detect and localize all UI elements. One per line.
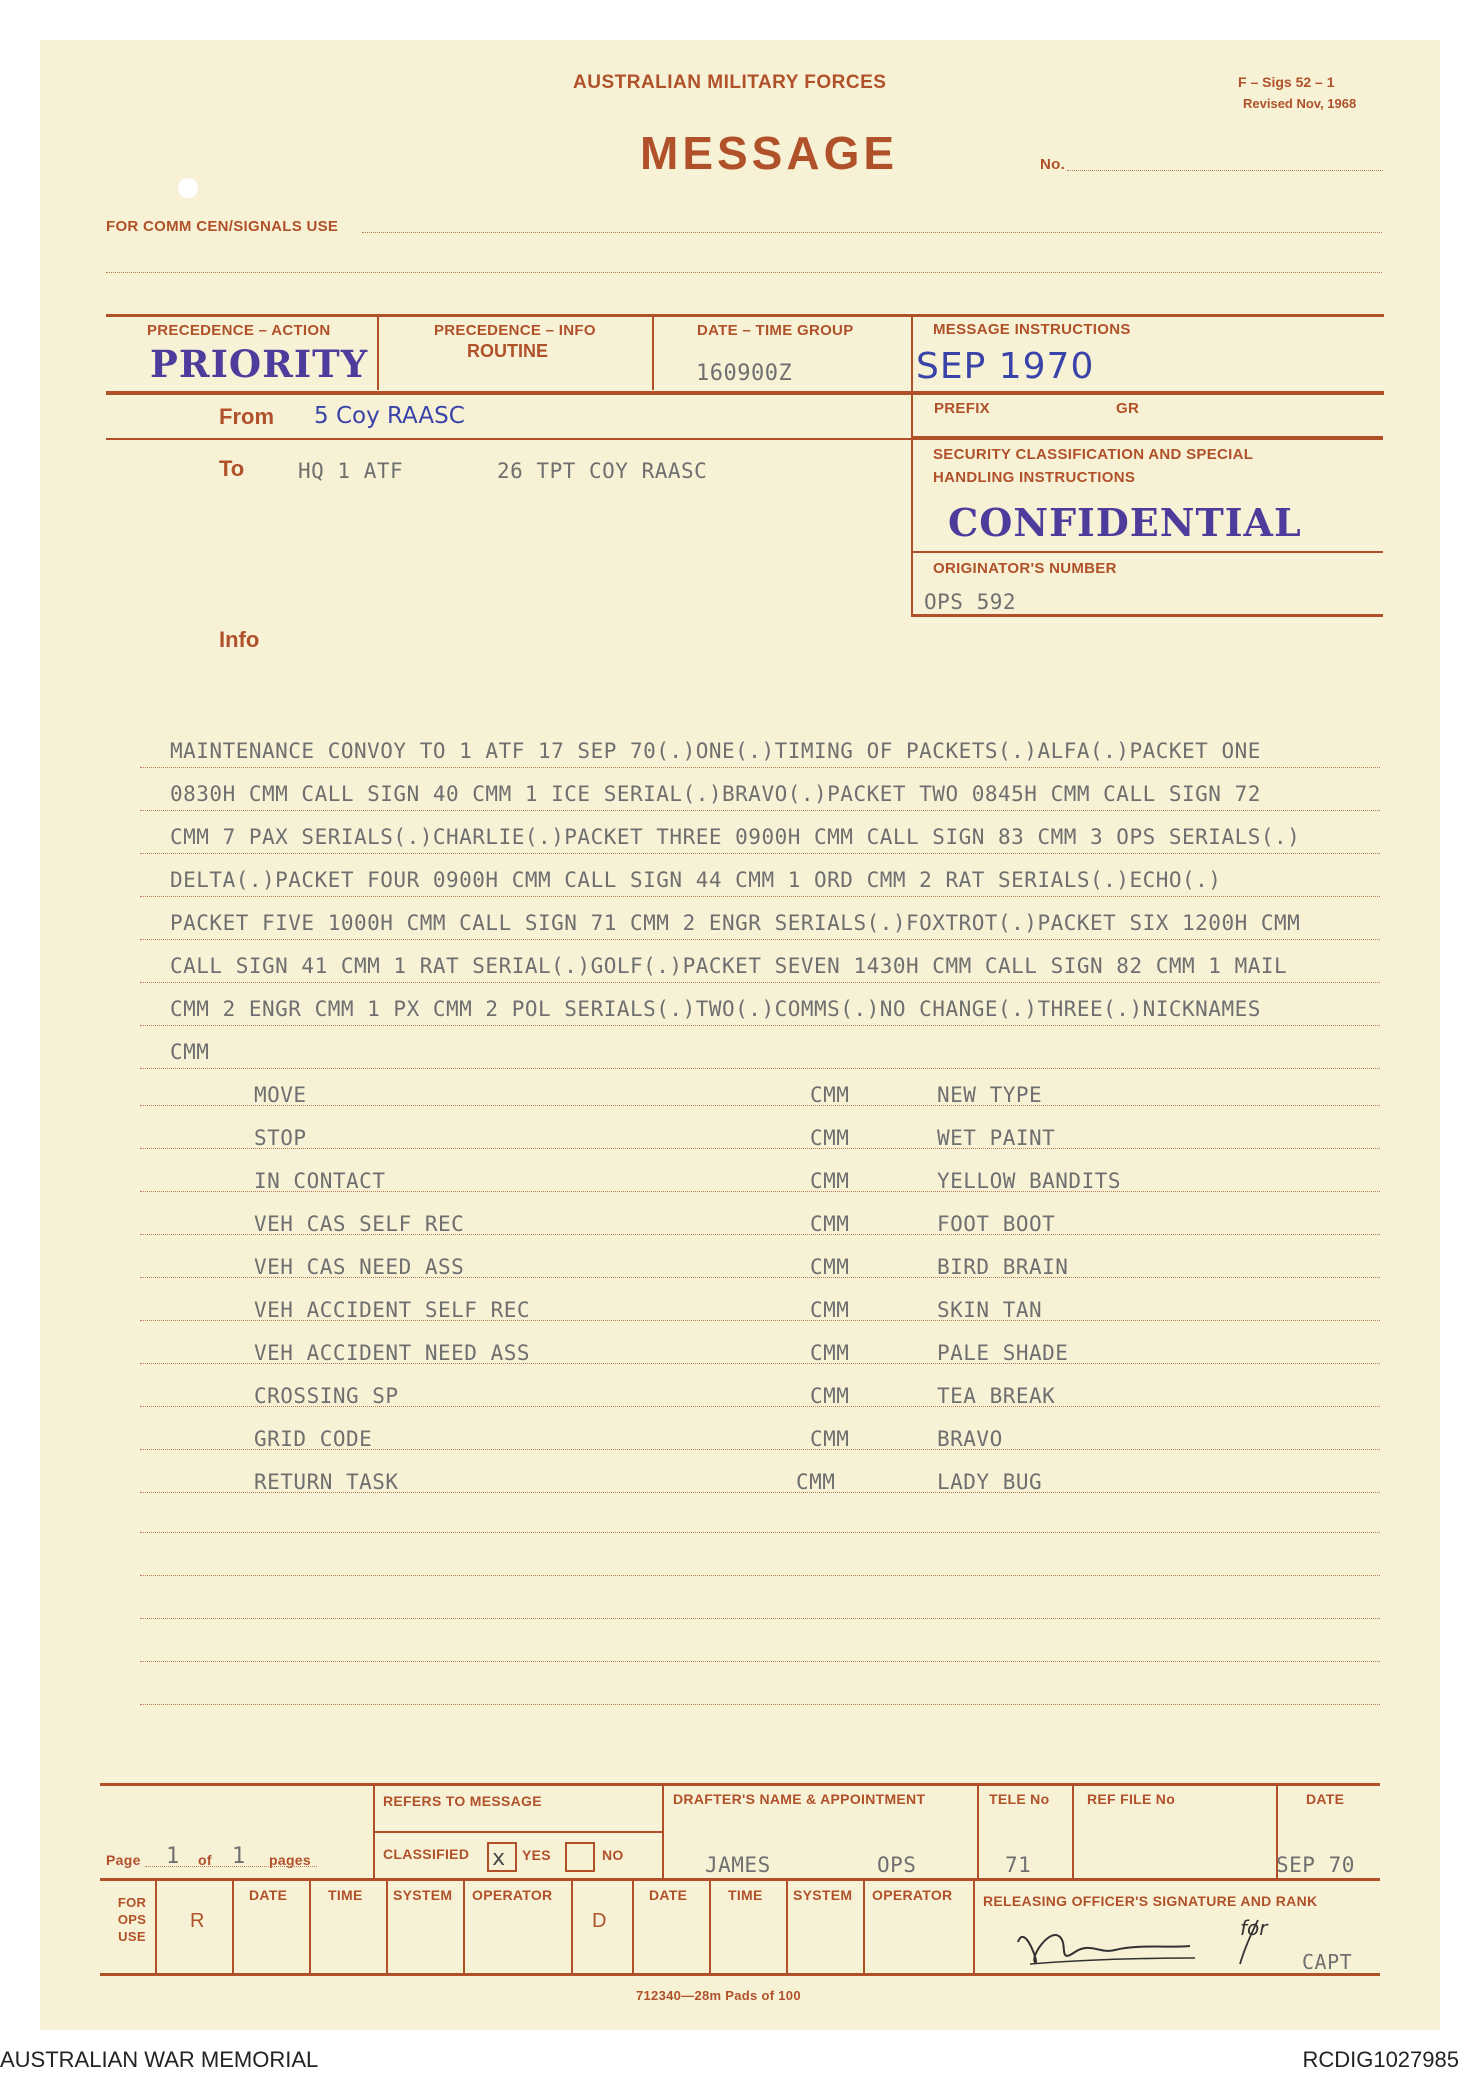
d-label: D: [592, 1910, 607, 1932]
nickname-separator: CMM: [810, 1126, 850, 1150]
nickname-term: CROSSING SP: [254, 1384, 399, 1408]
info-label: Info: [219, 627, 260, 652]
archive-id: RCDIG1027985: [1302, 2047, 1459, 2072]
no-label: NO: [602, 1847, 624, 1863]
body-line: CMM 2 ENGR CMM 1 PX CMM 2 POL SERIALS(.)TWO(.)COMMS(.)NO CHANGE(.)THREE(.)NICKNAMES: [170, 997, 1261, 1021]
punch-hole: [178, 178, 198, 198]
precedence-action-label: PRECEDENCE – ACTION: [147, 322, 331, 339]
security-label-1: SECURITY CLASSIFICATION AND SPECIAL: [933, 446, 1254, 463]
ops-time-col-1: TIME: [328, 1887, 363, 1903]
to-label: To: [219, 456, 245, 481]
drafter-label: DRAFTER'S NAME & APPOINTMENT: [673, 1791, 926, 1807]
date-label: DATE: [1306, 1791, 1345, 1807]
nickname-value: PALE SHADE: [937, 1341, 1069, 1365]
nickname-term: VEH CAS SELF REC: [254, 1212, 465, 1236]
body-line: CMM: [170, 1040, 210, 1064]
nickname-value: LADY BUG: [937, 1470, 1043, 1494]
form-code: F – Sigs 52 – 1: [1238, 74, 1335, 90]
nickname-value: BIRD BRAIN: [937, 1255, 1069, 1279]
dtg-value: 160900Z: [696, 361, 793, 386]
rank-value: CAPT: [1302, 1950, 1353, 1974]
ops-time-col-2: TIME: [728, 1887, 763, 1903]
prefix-label: PREFIX: [934, 400, 990, 417]
form-title: MESSAGE: [640, 127, 899, 179]
classified-no-checkbox[interactable]: [565, 1842, 595, 1872]
to-value-2: 26 TPT COY RAASC: [497, 459, 708, 483]
precedence-info-label: PRECEDENCE – INFO: [434, 322, 596, 339]
precedence-action-value: PRIORITY: [150, 342, 369, 386]
classified-mark: x: [492, 1846, 506, 1871]
nickname-value: WET PAINT: [937, 1126, 1056, 1150]
comm-cen-label: FOR COMM CEN/SIGNALS USE: [106, 218, 339, 235]
nickname-separator: CMM: [810, 1427, 850, 1451]
drafter-name: JAMES: [705, 1853, 771, 1877]
gr-label: GR: [1116, 400, 1140, 417]
revised-date: Revised Nov, 1968: [1243, 96, 1357, 111]
nickname-term: IN CONTACT: [254, 1169, 386, 1193]
nickname-separator: CMM: [810, 1212, 850, 1236]
nickname-separator: CMM: [810, 1169, 850, 1193]
ops-system-col-2: SYSTEM: [793, 1887, 853, 1903]
nickname-term: VEH ACCIDENT SELF REC: [254, 1298, 531, 1322]
nickname-term: VEH CAS NEED ASS: [254, 1255, 465, 1279]
drafter-appt: OPS: [877, 1853, 917, 1877]
body-line: CMM 7 PAX SERIALS(.)CHARLIE(.)PACKET THREE 0900H CMM CALL SIGN 83 CMM 3 OPS SERIALS(.): [170, 825, 1301, 849]
nickname-separator: CMM: [810, 1083, 850, 1107]
nickname-separator: CMM: [810, 1341, 850, 1365]
body-line: PACKET FIVE 1000H CMM CALL SIGN 71 CMM 2 ENGR SERIALS(.)FOXTROT(.)PACKET SIX 1200H CMM: [170, 911, 1301, 935]
releasing-label: RELEASING OFFICER'S SIGNATURE AND RANK: [983, 1893, 1318, 1909]
body-line: MAINTENANCE CONVOY TO 1 ATF 17 SEP 70(.)ONE(.)TIMING OF PACKETS(.)ALFA(.)PACKET ONE: [170, 739, 1261, 763]
body-line: 0830H CMM CALL SIGN 40 CMM 1 ICE SERIAL(.)BRAVO(.)PACKET TWO 0845H CMM CALL SIGN 72: [170, 782, 1261, 806]
ops-date-col-2: DATE: [649, 1887, 688, 1903]
tele-label: TELE No: [989, 1791, 1050, 1807]
ref-file-label: REF FILE No: [1087, 1791, 1176, 1807]
nickname-separator: CMM: [810, 1255, 850, 1279]
to-value-1: HQ 1 ATF: [298, 459, 404, 483]
originator-value: OPS 592: [924, 590, 1017, 614]
precedence-info-value: ROUTINE: [467, 341, 548, 361]
security-label-2: HANDLING INSTRUCTIONS: [933, 469, 1136, 486]
from-label: From: [219, 404, 274, 429]
ops-system-col-1: SYSTEM: [393, 1887, 453, 1903]
message-instructions-value: SEP 1970: [916, 346, 1095, 387]
nickname-separator: CMM: [796, 1470, 836, 1494]
ops-operator-col-1: OPERATOR: [472, 1887, 553, 1903]
for-ops-use-label: FOR OPS USE: [117, 1895, 147, 1944]
nickname-term: GRID CODE: [254, 1427, 373, 1451]
classified-label: CLASSIFIED: [383, 1846, 470, 1862]
body-line: CALL SIGN 41 CMM 1 RAT SERIAL(.)GOLF(.)PACKET SEVEN 1430H CMM CALL SIGN 82 CMM 1 MAIL: [170, 954, 1288, 978]
yes-label: YES: [522, 1847, 551, 1863]
nickname-value: NEW TYPE: [937, 1083, 1043, 1107]
r-label: R: [190, 1910, 205, 1932]
for-label: for: [1240, 1916, 1268, 1940]
message-instructions-label: MESSAGE INSTRUCTIONS: [933, 321, 1131, 338]
of-label: of: [198, 1852, 212, 1868]
nickname-term: RETURN TASK: [254, 1470, 399, 1494]
nickname-term: MOVE: [254, 1083, 307, 1107]
nickname-value: BRAVO: [937, 1427, 1003, 1451]
dtg-label: DATE – TIME GROUP: [697, 322, 854, 339]
nickname-term: VEH ACCIDENT NEED ASS: [254, 1341, 531, 1365]
date-value: SEP 70: [1276, 1853, 1355, 1877]
nickname-separator: CMM: [810, 1298, 850, 1322]
nickname-value: SKIN TAN: [937, 1298, 1043, 1322]
org-name: AUSTRALIAN MILITARY FORCES: [573, 72, 887, 93]
refers-label: REFERS TO MESSAGE: [383, 1793, 542, 1809]
page-num: 1: [166, 1844, 180, 1869]
pages-label: pages: [269, 1852, 311, 1868]
nickname-value: TEA BREAK: [937, 1384, 1056, 1408]
nickname-value: YELLOW BANDITS: [937, 1169, 1122, 1193]
page-total: 1: [232, 1844, 246, 1869]
ops-date-col-1: DATE: [249, 1887, 288, 1903]
ops-operator-col-2: OPERATOR: [872, 1887, 953, 1903]
page-prefix: Page: [106, 1852, 141, 1868]
originator-label: ORIGINATOR'S NUMBER: [933, 560, 1117, 577]
print-info: 712340—28m Pads of 100: [636, 1988, 801, 2003]
tele-value: 71: [1005, 1853, 1032, 1877]
security-value: CONFIDENTIAL: [948, 500, 1302, 545]
archive-name: AUSTRALIAN WAR MEMORIAL: [0, 2047, 319, 2072]
nickname-term: STOP: [254, 1126, 307, 1150]
from-value: 5 Coy RAASC: [314, 403, 465, 429]
nickname-separator: CMM: [810, 1384, 850, 1408]
no-label: No.: [1040, 156, 1066, 173]
body-line: DELTA(.)PACKET FOUR 0900H CMM CALL SIGN 44 CMM 1 ORD CMM 2 RAT SERIALS(.)ECHO(.): [170, 868, 1222, 892]
nickname-value: FOOT BOOT: [937, 1212, 1056, 1236]
